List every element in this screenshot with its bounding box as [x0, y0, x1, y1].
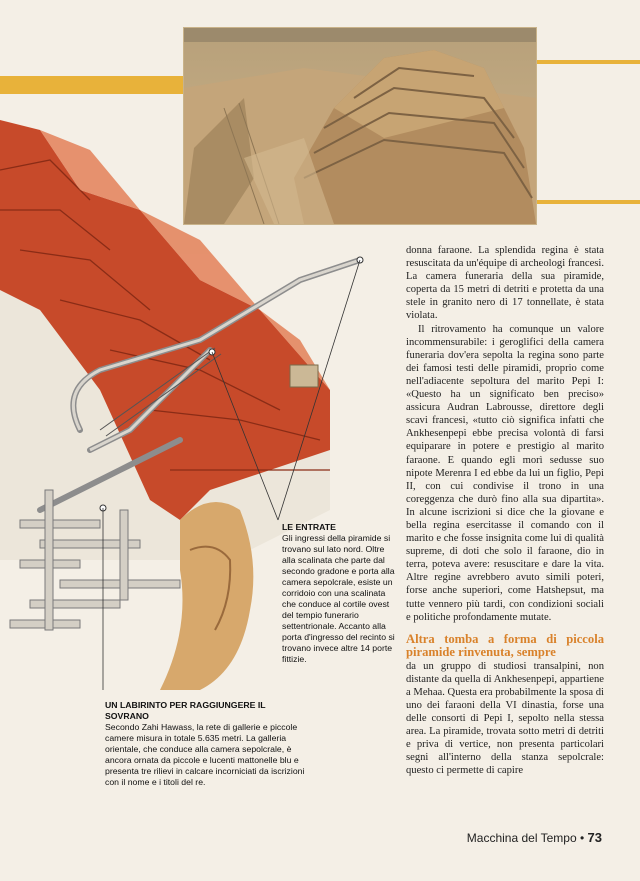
page-number: 73 [587, 830, 602, 845]
article-paragraph: da un gruppo di studiosi transalpini, non distante da quella di Ankhesenpepi, appartiene a Mehaa. Questa era probabilmente la sposa di uno dei faraoni della VI dinastia, forse una delle consorti di Pepi I, sepolto nella stessa area. La piramide, trovata sotto metri di detriti e priva di vertice, non presenta particolari segni all'interno della stanza sepolcrale: questo ci permette di capire [406, 660, 604, 777]
article-subheading: Altra tomba a forma di piccola piramide rinvenuta, sempre [406, 631, 604, 659]
caption-labirinto [105, 700, 310, 788]
decorative-band [535, 60, 640, 64]
decorative-band [535, 200, 640, 204]
caption-title: UN LABIRINTO PER RAGGIUNGERE IL SOVRANO [105, 700, 266, 721]
article-paragraph: Il ritrovamento ha comunque un valore incommensurabile: i geroglifici della camera funeraria dov'era sepolta la regina sono parte dei famosi testi delle piramidi, proprio come nell'adiacente sepoltura del marito Pepi I: «Questo ha un significato ben preciso» assicura Audran Labrousse, direttore degli scavi francesi, «tutto ciò significa infatti che Ankhesenpepi ebbe precisa volontà di farsi equiparare in potere e prestigio al marito faraone. E quando egli morì sedusse suo nipote Merenra I ed ebbe da lui un figlio, Pepi II, con cui condivise il trono in una coreggenza che durò fino alla sua dipartita». In alcune iscrizioni si dice che la giovane e bella regina esercitasse il comando con il marito e che fosse insignita come lui di qualità supreme, di doti che solo il faraone, dio in terra, poteva avere: resuscitare e dare la vita. Altre regine avrebbero avuto simili poteri, forse anche superiori, come Hatshepsut, ma tutte vennero più tardi, con condizioni sociali e politiche profondamente mutate. [406, 323, 604, 623]
caption-text: Gli ingressi della piramide si trovano sul lato nord. Oltre alla scalinata che parte dal secondo gradone e porta alla camera sepolcrale, esiste un corridoio con una scalinata che conduce al cortile ovest del tempio funerario settentrionale. Accanto alla porta d'ingresso del recinto si trovano invece altre 14 porte fittizie. [282, 533, 395, 664]
magazine-name: Macchina del Tempo [466, 831, 577, 845]
caption-title: LE ENTRATE [282, 522, 336, 532]
caption-le-entrate [282, 522, 400, 665]
page-footer [467, 830, 602, 845]
footer-bullet: • [579, 831, 585, 845]
caption-text: Secondo Zahi Hawass, la rete di gallerie e piccole camere misura in totale 5.635 metri. La galleria orientale, che conduce alla camera sepolcrale, è ancora ornata da piccole e lucenti mattonelle blu e presenta tre rilievi in calcare incorniciati da iscrizioni con il nome e i titoli del re. [105, 722, 305, 787]
article-column [406, 244, 604, 778]
article-paragraph: donna faraone. La splendida regina è stata resuscitata da un'équipe di archeologi francesi. La camera funeraria della sua piramide, coperta da 15 metri di detriti e protetta da una stele in granito nero di 17 tonnellate, è stata violata. [406, 245, 604, 322]
